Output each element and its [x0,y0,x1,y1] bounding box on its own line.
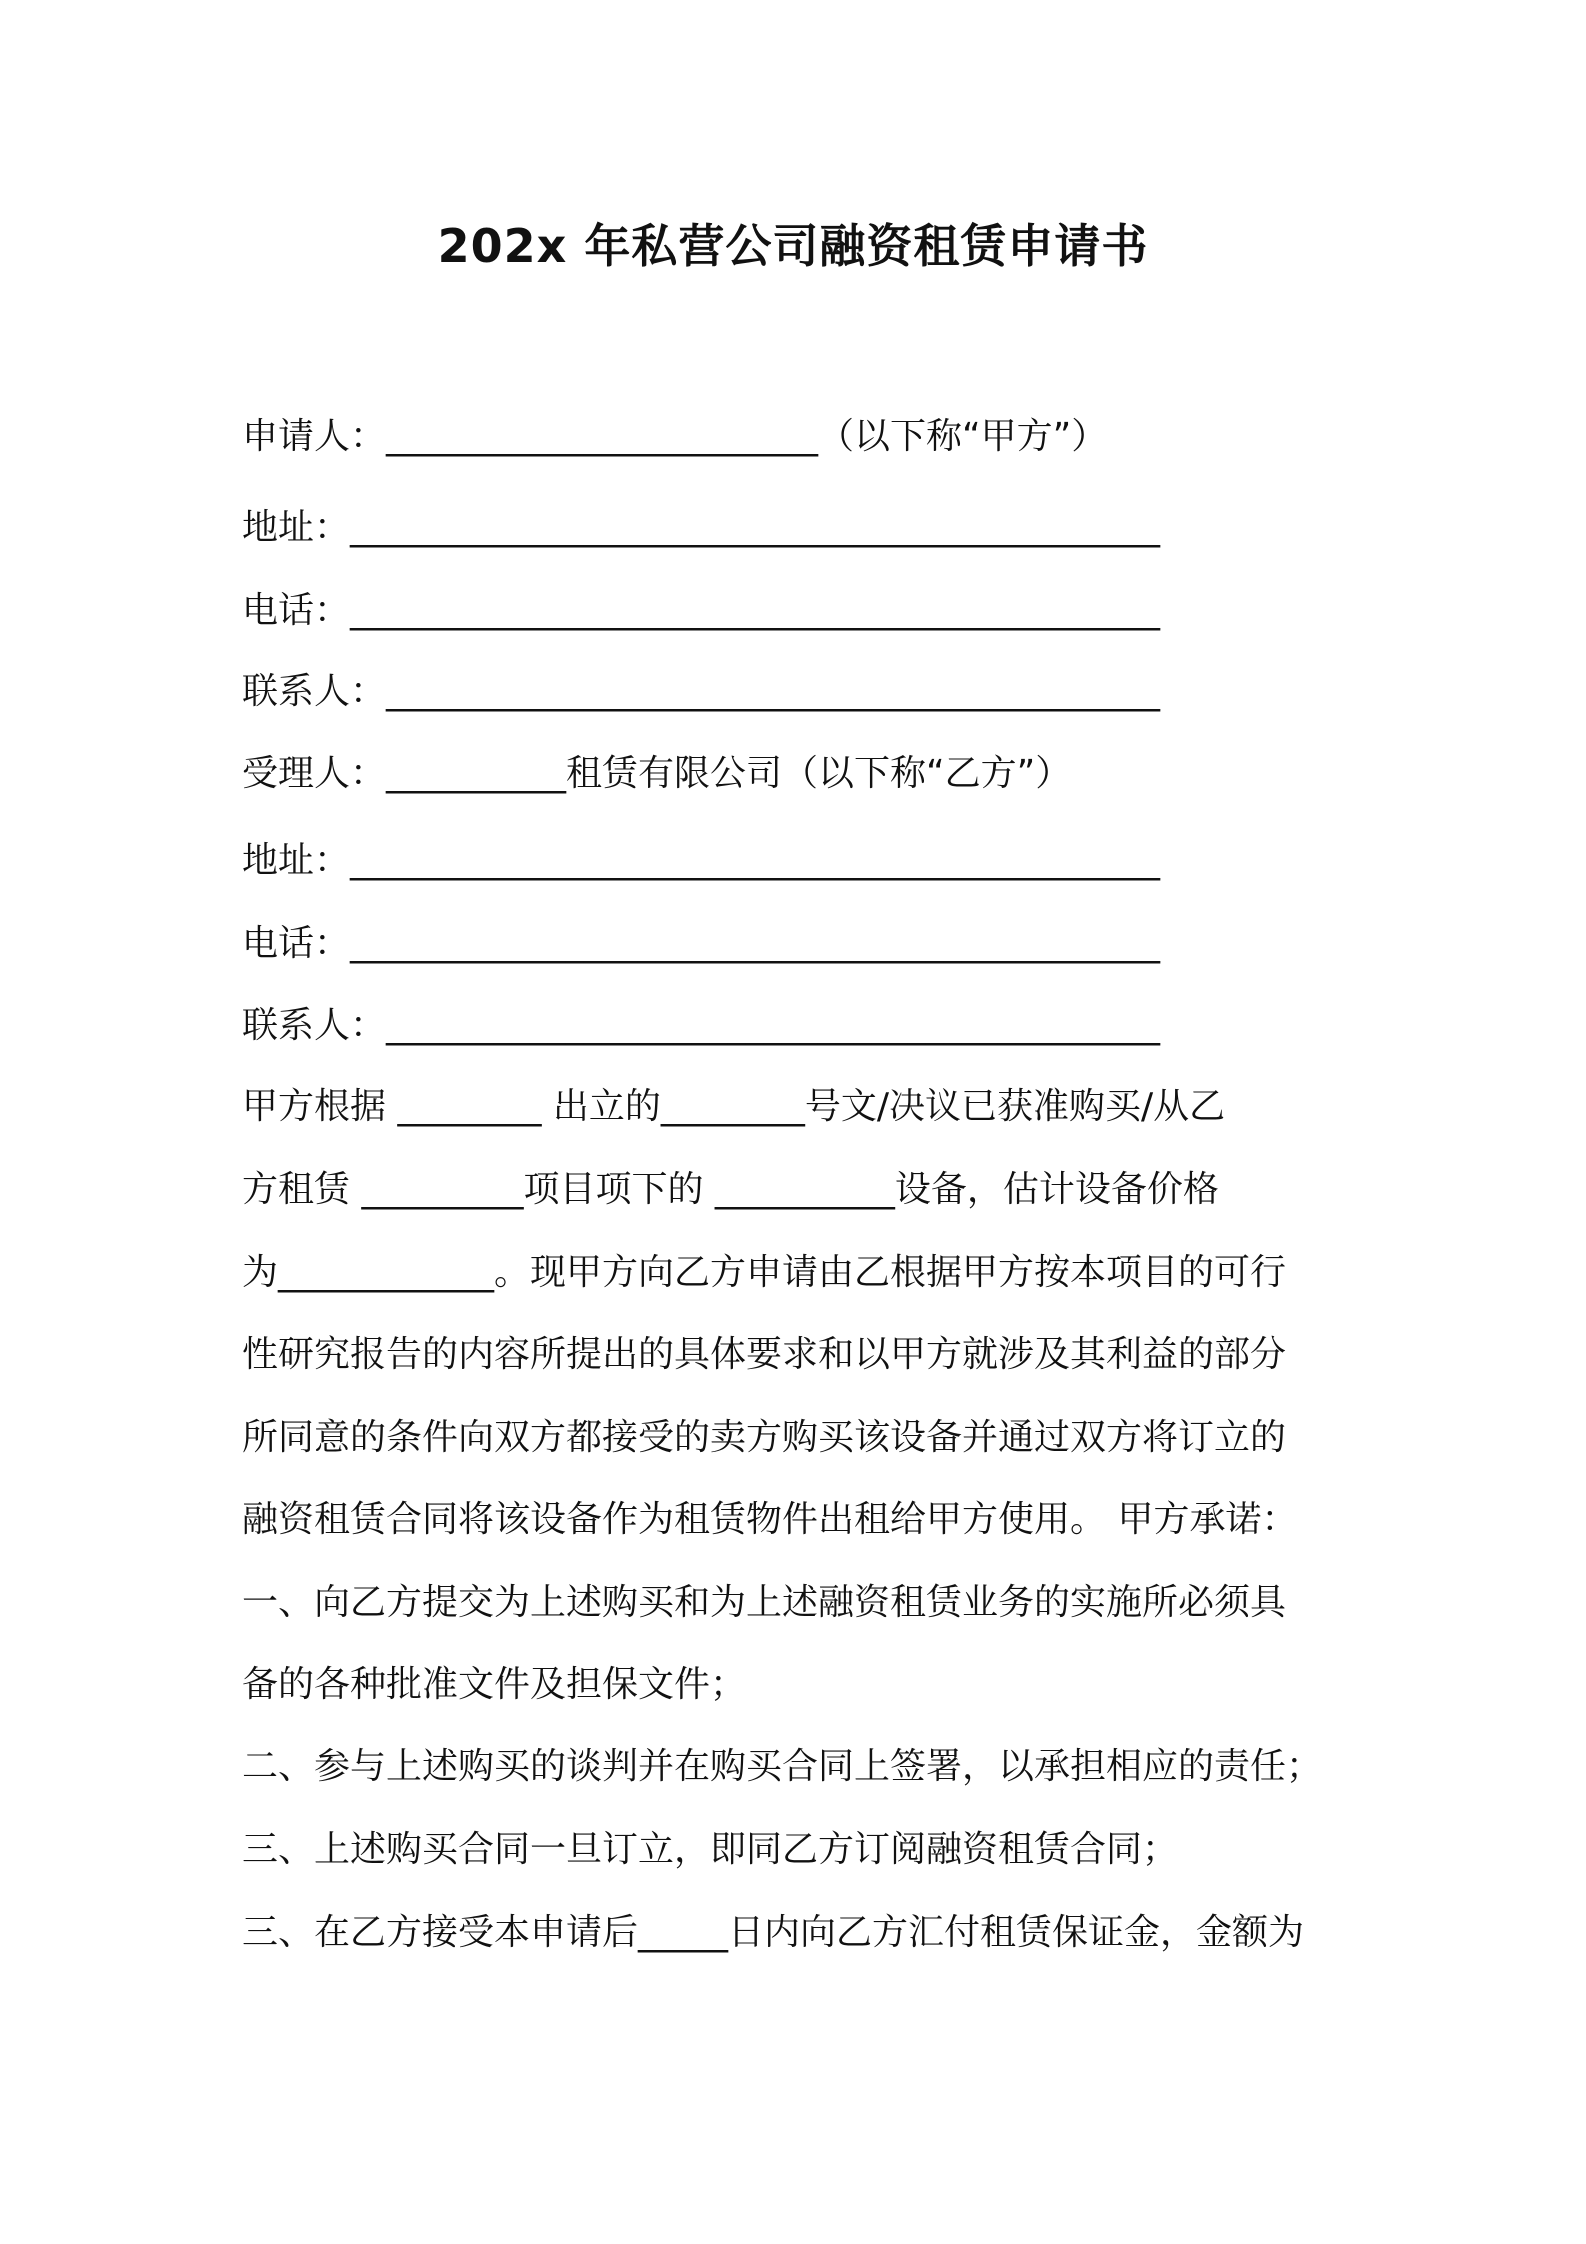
applicant-contact-line: 联系人：___________________________________________ [242,671,1161,712]
body-paragraph-line: 融资租赁合同将该设备作为租赁物件出租给甲方使用。 甲方承诺： [242,1499,1298,1540]
commitment-item: 三、上述购买合同一旦订立，即同乙方订阅融资租赁合同； [242,1829,1179,1870]
body-paragraph-line: 方租赁 _________项目项下的 __________设备，估计设备价格 [242,1169,1219,1210]
body-paragraph-line: 为____________。现甲方向乙方申请由乙根据甲方按本项目的可行 [242,1252,1287,1293]
commitment-item: 二、参与上述购买的谈判并在购买合同上签署，以承担相应的责任； [242,1746,1323,1787]
commitment-item: 三、在乙方接受本申请后_____日内向乙方汇付租赁保证金，金额为 [242,1912,1305,1953]
acceptor-contact-line: 联系人：___________________________________________ [242,1005,1161,1046]
body-paragraph-line: 所同意的条件向双方都接受的卖方购买该设备并通过双方将订立的 [242,1417,1287,1458]
document-title: 202x 年私营公司融资租赁申请书 [437,219,1149,273]
acceptor-address-line: 地址：_____________________________________________ [242,840,1161,881]
acceptor-line: 受理人：__________租赁有限公司（以下称“乙方”） [242,753,1072,794]
applicant-phone-line: 电话：_____________________________________________ [242,590,1161,631]
body-paragraph-line: 性研究报告的内容所提出的具体要求和以甲方就涉及其利益的部分 [242,1334,1287,1375]
acceptor-phone-line: 电话：_____________________________________________ [242,923,1161,964]
applicant-address-line: 地址：_____________________________________________ [242,507,1161,548]
commitment-item-continuation: 备的各种批准文件及担保文件； [242,1664,747,1705]
applicant-line: 申请人：________________________（以下称“甲方”） [242,416,1108,457]
commitment-item: 一、向乙方提交为上述购买和为上述融资租赁业务的实施所必须具 [242,1582,1287,1623]
body-paragraph-line: 甲方根据 ________ 出立的________号文/决议已获准购买/从乙 [242,1086,1226,1127]
